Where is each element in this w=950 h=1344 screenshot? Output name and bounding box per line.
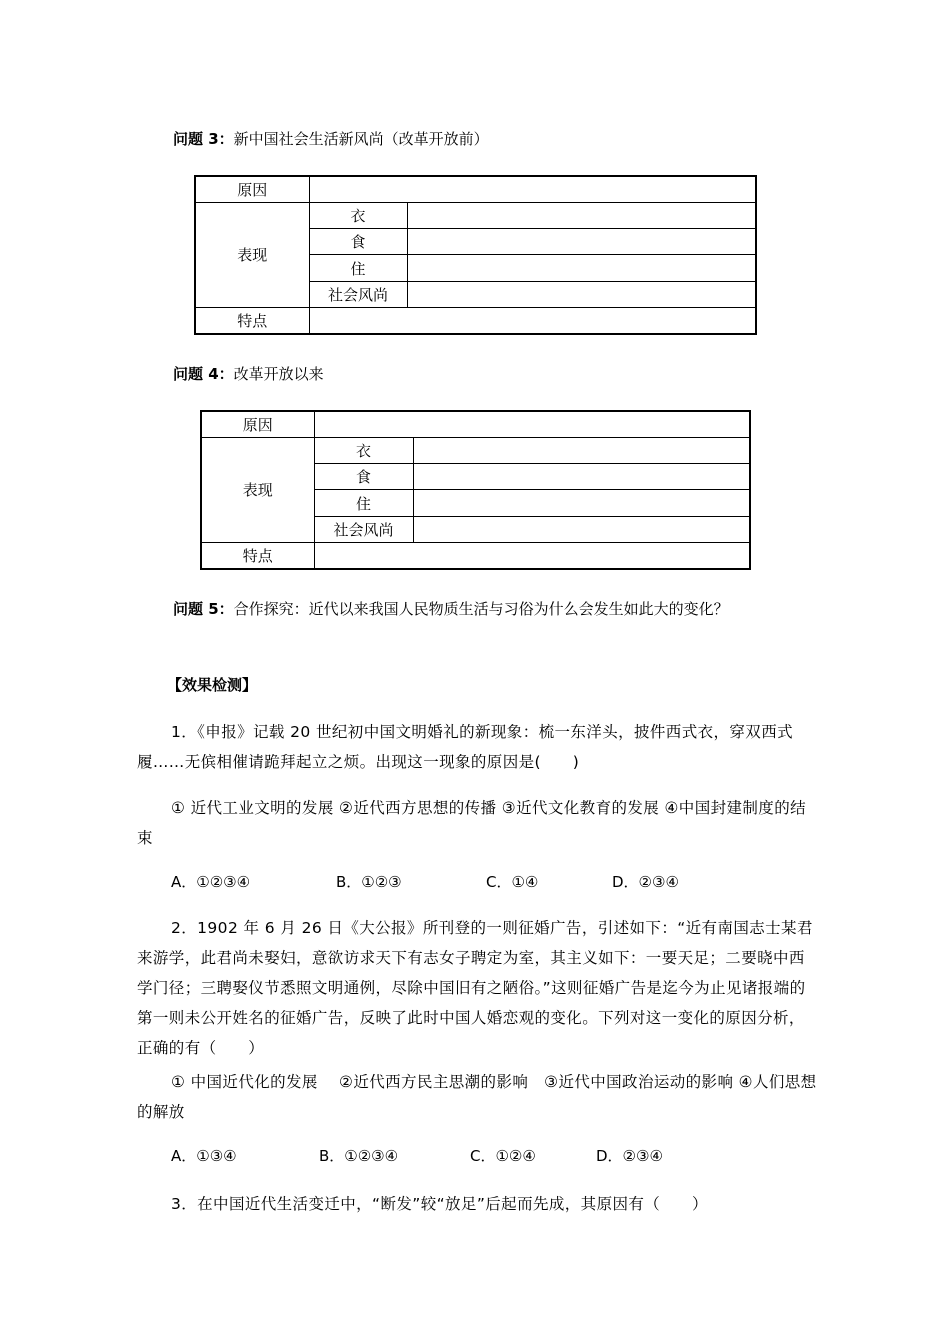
option-d[interactable]: D．②③④ bbox=[596, 1147, 663, 1165]
q3-feature-cell[interactable] bbox=[309, 308, 756, 334]
q4-feature-label: 特点 bbox=[201, 543, 314, 569]
q5-label: 问题 5： bbox=[173, 600, 234, 618]
q4-label: 问题 4： bbox=[173, 365, 234, 383]
q4-item-label: 食 bbox=[314, 464, 413, 490]
question-3-stem: 3．在中国近代生活变迁中，“断发”较“放足”后起而先成，其原因有（ ） bbox=[171, 1195, 708, 1213]
question-2-statements: ① 中国近代化的发展 ②近代西方民主思潮的影响 ③近代中国政治运动的影响 ④人们思想的解放 bbox=[137, 1073, 817, 1121]
q3-manifest-label: 表现 bbox=[195, 202, 309, 307]
q4-item-cell[interactable] bbox=[413, 516, 750, 542]
question-1-stem: 1．《申报》记载 20 世纪初中国文明婚礼的新现象：梳一东洋头，披件西式衣，穿双西式履……无傧相催请跪拜起立之烦。出现这一现象的原因是( ) bbox=[137, 723, 793, 771]
q3-item-label: 衣 bbox=[309, 202, 407, 228]
q4-item-cell[interactable] bbox=[413, 490, 750, 516]
option-b[interactable]: B．①②③④ bbox=[319, 1147, 399, 1165]
q3-item-cell[interactable] bbox=[407, 229, 756, 255]
q4-item-cell[interactable] bbox=[413, 437, 750, 463]
q3-feature-label: 特点 bbox=[195, 308, 309, 334]
q4-feature-cell[interactable] bbox=[314, 543, 750, 569]
q4-table bbox=[200, 410, 751, 570]
q3-label: 问题 3： bbox=[173, 130, 234, 148]
q3-table bbox=[194, 175, 757, 335]
q4-item-cell[interactable] bbox=[413, 464, 750, 490]
question-1-statements: ① 近代工业文明的发展 ②近代西方思想的传播 ③近代文化教育的发展 ④中国封建制度的结束 bbox=[137, 799, 806, 847]
question-2-options bbox=[171, 1145, 771, 1169]
q3-item-label: 食 bbox=[309, 229, 407, 255]
option-a[interactable]: A．①③④ bbox=[171, 1147, 237, 1165]
option-b[interactable]: B．①②③ bbox=[336, 873, 402, 891]
option-d[interactable]: D．②③④ bbox=[612, 873, 679, 891]
q3-cause-cell[interactable] bbox=[309, 176, 756, 202]
q4-cause-label: 原因 bbox=[201, 411, 314, 437]
q3-heading bbox=[173, 128, 489, 149]
q4-text: 改革开放以来 bbox=[233, 365, 324, 383]
q4-manifest-label: 表现 bbox=[201, 437, 314, 542]
option-c[interactable]: C．①②④ bbox=[470, 1147, 536, 1165]
option-a[interactable]: A．①②③④ bbox=[171, 873, 251, 891]
q3-item-cell[interactable] bbox=[407, 281, 756, 307]
q4-item-label: 社会风尚 bbox=[314, 516, 413, 542]
q4-cause-cell[interactable] bbox=[314, 411, 750, 437]
q4-heading bbox=[173, 363, 324, 384]
q3-cause-label: 原因 bbox=[195, 176, 309, 202]
q5-heading bbox=[173, 598, 729, 619]
q4-item-label: 住 bbox=[314, 490, 413, 516]
q3-item-label: 住 bbox=[309, 255, 407, 281]
q4-item-label: 衣 bbox=[314, 437, 413, 463]
q3-item-cell[interactable] bbox=[407, 202, 756, 228]
q3-text: 新中国社会生活新风尚（改革开放前） bbox=[233, 130, 489, 148]
question-2-stem: 2．1902 年 6 月 26 日《大公报》所刊登的一则征婚广告，引述如下：“近有南国志士某君来游学，此君尚未娶妇，意欲访求天下有志女子聘定为室，其主义如下：一要天足；二要晓中西学门径；三聘娶仪节悉照文明通例，尽除中国旧有之陋俗。”这则征婚广告是迄今为止见诸报端的第一则未公开姓名的征婚广告，反映了此时中国人婚恋观的变化。下列对这一变化的原因分析，正确的有（ ） bbox=[137, 919, 813, 1057]
q5-text: 合作探究：近代以来我国人民物质生活与习俗为什么会发生如此大的变化？ bbox=[233, 600, 729, 618]
option-c[interactable]: C．①④ bbox=[486, 873, 539, 891]
section-title: 【效果检测】 bbox=[167, 676, 258, 694]
question-1-options bbox=[171, 871, 771, 895]
q3-item-label: 社会风尚 bbox=[309, 281, 407, 307]
q3-item-cell[interactable] bbox=[407, 255, 756, 281]
